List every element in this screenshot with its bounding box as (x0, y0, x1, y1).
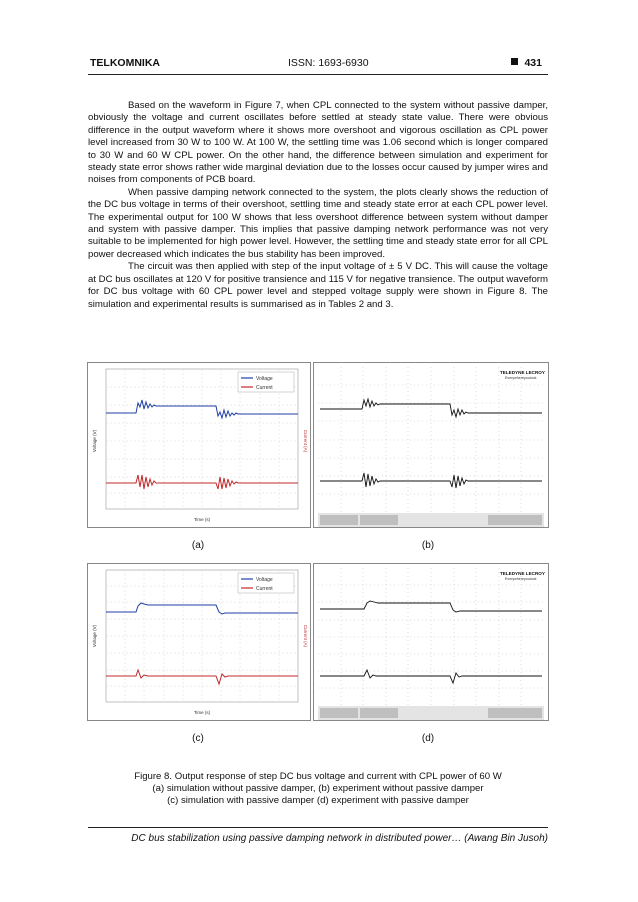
figure-panel-d (313, 563, 549, 721)
body-text (88, 100, 548, 311)
x-axis-label: Time (s) (193, 517, 211, 522)
scope-brand: TELEDYNE LECROY (500, 370, 545, 375)
panel-label-d: (d) (421, 733, 435, 744)
legend-voltage: Voltage (256, 577, 273, 583)
page-number: 431 (511, 57, 542, 69)
x-axis-label: Time (s) (193, 710, 211, 715)
journal-name: TELKOMNIKA (90, 57, 160, 69)
paragraph: Based on the waveform in Figure 7, when CPL connected to the system without passive damper, obviously the voltage and current oscillates before settled at steady state value. There were obvious difference in the output waveform where it shows more overshoot and vigorous oscillation as CPL power level increased from 30 W to 100 W. At 100 W, the settling time was 1.06 second which is longer compared to 30 W and 60 W CPL power. On the other hand, the difference between simulation and experiment for steady state error shows rather wide marginal deviation due to the losses occur caused by jumper wires and noises from components of PCB board. (88, 100, 548, 186)
paragraph: When passive damping network connected to the system, the plots clearly shows the reduction of the DC bus voltage in terms of their overshoot, settling time and steady state error at each CPL power level. The experimental output for 100 W shows that less overshoot difference between system without damper and system with passive damper. This implies that passive damping network performance was not very suitable to be implemented for high power level. However, the settling time and steady state error for all CPL power decreased which indicates the bus stability has been improved. (88, 186, 548, 260)
y-axis-label-right: Current (A) (303, 429, 308, 453)
panel-label-b: (b) (421, 540, 435, 551)
footer-rule (88, 827, 548, 828)
running-footer: DC bus stabilization using passive damping network in distributed power… (Awang Bin Jusoh) (131, 833, 548, 844)
scope-tagline: Everywhereyoulook (505, 577, 537, 581)
caption-line: (a) simulation without passive damper, (b) experiment without passive damper (152, 783, 484, 795)
legend-current: Current (256, 586, 273, 592)
y-axis-label-left: Voltage (V) (92, 624, 97, 648)
header-rule (88, 74, 548, 75)
running-header (88, 57, 548, 73)
panel-label-c: (c) (192, 733, 204, 744)
paragraph: The circuit was then applied with step of the input voltage of ± 5 V DC. This will cause the voltage at DC bus oscillates at 120 V for positive transience and 115 V for negative transience. The output waveform for DC bus voltage with 60 CPL power level and stepped voltage supply were shown in Figure 8. The simulation and experimental results is summarised as in Tables 2 and 3. (88, 261, 548, 310)
scope-plot-b (314, 363, 548, 527)
legend-voltage: Voltage (256, 376, 273, 382)
y-axis-label-right: Current (A) (303, 624, 308, 648)
scope-brand: TELEDYNE LECROY (500, 571, 545, 576)
panel-label-a: (a) (191, 540, 205, 551)
sim-plot-c (88, 564, 310, 720)
figure-panel-b (313, 362, 549, 528)
caption-line: (c) simulation with passive damper (d) experiment with passive damper (167, 795, 469, 807)
scope-tagline: Everywhereyoulook (505, 376, 537, 380)
figure-caption (88, 771, 548, 808)
issn: ISSN: 1693-6930 (288, 57, 369, 69)
y-axis-label-left: Voltage (V) (92, 429, 97, 453)
sim-plot-a (88, 363, 310, 527)
caption-line: Figure 8. Output response of step DC bus voltage and current with CPL power of 60 W (134, 771, 502, 782)
square-bullet-icon (511, 58, 518, 65)
figure-panel-c (87, 563, 311, 721)
legend-current: Current (256, 385, 273, 391)
scope-plot-d (314, 564, 548, 720)
figure-panel-a (87, 362, 311, 528)
